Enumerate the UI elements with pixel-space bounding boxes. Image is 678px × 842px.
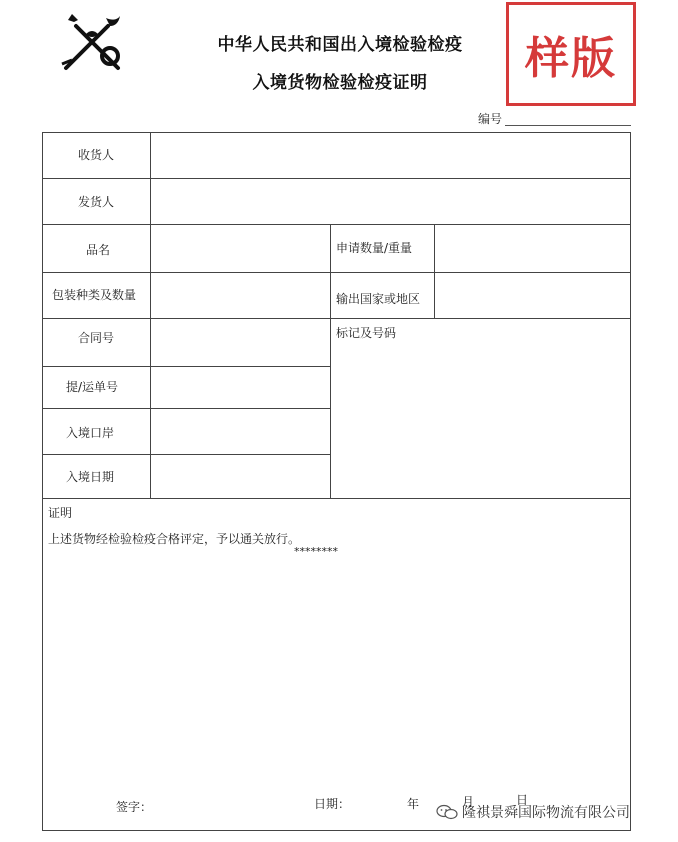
sample-stamp (506, 2, 636, 106)
document-title-line1: 中华人民共和国出入境检验检疫 (217, 35, 463, 55)
contract-number-label: 合同号 (78, 331, 115, 345)
contract-number-field[interactable] (151, 319, 330, 366)
year-label: 年 (407, 797, 420, 811)
marks-field[interactable] (331, 340, 630, 498)
package-field[interactable] (151, 273, 330, 318)
month-label: 月 (462, 795, 475, 809)
signature-label: 签字： (116, 800, 153, 814)
certify-text: 上述货物经检验检疫合格评定，予以通关放行。 (48, 532, 301, 546)
sample-stamp-text: 样版 (525, 33, 617, 84)
package-label: 包装种类及数量 (52, 288, 137, 302)
masked-value: ******** (294, 545, 338, 558)
wechat-icon (436, 804, 458, 820)
date-label: 日期： (314, 797, 351, 811)
export-country-label: 输出国家或地区 (336, 292, 421, 306)
export-country-field[interactable] (435, 273, 630, 318)
product-name-label: 品名 (86, 243, 111, 257)
entry-date-field[interactable] (151, 455, 330, 498)
row-divider (42, 498, 631, 499)
consignee-label: 收货人 (78, 148, 115, 162)
customs-emblem-icon (58, 12, 130, 74)
product-name-field[interactable] (151, 225, 330, 272)
bill-number-label: 提/运单号 (66, 380, 119, 394)
consignor-field[interactable] (151, 179, 630, 224)
consignee-field[interactable] (151, 133, 630, 178)
entry-date-label: 入境日期 (66, 470, 115, 484)
entry-port-label: 入境口岸 (66, 426, 115, 440)
company-watermark (436, 802, 630, 822)
declared-quantity-field[interactable] (435, 225, 630, 272)
document-title-line2: 入境货物检验检疫证明 (252, 73, 428, 93)
watermark-text: 隆祺景舜国际物流有限公司 (462, 805, 630, 821)
bill-number-field[interactable] (151, 367, 330, 408)
serial-number-field[interactable] (505, 125, 631, 126)
consignor-label: 发货人 (78, 195, 115, 209)
entry-port-field[interactable] (151, 409, 330, 454)
day-label: 日 (516, 793, 529, 807)
serial-number-label: 编号 (478, 112, 503, 126)
declared-quantity-label: 申请数量/重量 (336, 241, 413, 255)
certify-label: 证明 (48, 506, 73, 520)
row-divider (42, 318, 631, 319)
marks-label: 标记及号码 (336, 326, 397, 340)
